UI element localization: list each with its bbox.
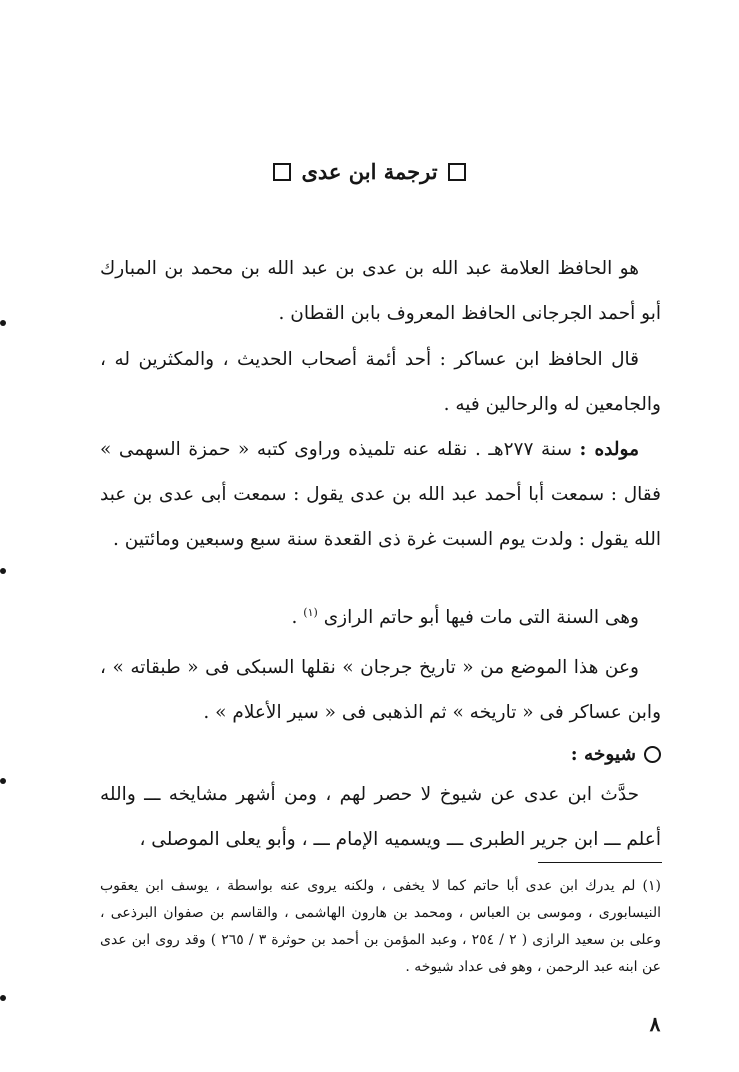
square-ornament-icon xyxy=(273,163,291,181)
paragraph-birth xyxy=(100,427,661,562)
birth-text: سنة ٢٧٧هـ . نقله عنه تلميذه وراوى كتبه « حمزة السهمى » فقال : سمعت أبا أحمد عبد الله بن عدى يقول : سمعت أبى عدى بن عبد الله يقول : ولدت يوم السبت غرة ذى القعدة سنة سبع وسبعين ومائتين . xyxy=(100,439,661,550)
footnote-reference[interactable]: (١) xyxy=(303,606,318,619)
margin-mark xyxy=(0,778,6,784)
birth-label: مولده : xyxy=(579,439,639,460)
footnote-divider xyxy=(538,862,662,863)
circle-bullet-icon xyxy=(644,746,661,763)
margin-mark xyxy=(0,568,6,574)
footnote-1: (١) لم يدرك ابن عدى أبا حاتم كما لا يخفى ، ولكنه يروى عنه بواسطة ، يوسف ابن يعقوب النيسابورى ، وموسى بن العباس ، ومحمد بن هارون الهاشمى ، والقاسم بن صفوان البرذعى ، وعلى بن سعيد الرازى ( ٢ / ٢٥٤ ، وعبد المؤمن بن أحمد بن حوثرة ٣ / ٢٦٥ ) وقد روى ابن عدى عن ابنه عبد الرحمن ، وهو فى عداد شيوخه . xyxy=(100,878,661,975)
margin-mark xyxy=(0,995,6,1001)
paragraph-abu-hatim xyxy=(100,590,661,640)
teachers-heading-text: شيوخه : xyxy=(570,744,636,765)
teachers-heading xyxy=(100,732,661,777)
paragraph-intro: هو الحافظ العلامة عبد الله بن عدى بن عبد الله بن محمد بن المبارك أبو أحمد الجرجانى الحافظ المعروف بابن القطان . xyxy=(100,258,661,324)
abu-hatim-text: وهى السنة التى مات فيها أبو حاتم الرازى xyxy=(323,607,639,629)
square-ornament-icon xyxy=(448,163,466,181)
paragraph-ibn-asakir: قال الحافظ ابن عساكر : أحد أئمة أصحاب الحديث ، والمكثرين له ، والجامعين له والرحالين فيه . xyxy=(100,349,661,415)
page-title xyxy=(0,154,739,190)
paragraph-teachers: حدَّث ابن عدى عن شيوخ لا حصر لهم ، ومن أشهر مشايخه ـــ والله أعلم ـــ ابن جرير الطبرى ـــ ويسميه الإمام ـــ ، وأبو يعلى الموصلى ، xyxy=(100,784,661,850)
abu-hatim-end: . xyxy=(291,607,304,629)
paragraph-sources: وعن هذا الموضع من « تاريخ جرجان » نقلها السبكى فى « طبقاته » ، وابن عساكر فى « تاريخه » ثم الذهبى فى « سير الأعلام » . xyxy=(100,657,661,723)
margin-mark xyxy=(0,320,6,326)
title-text: ترجمة ابن عدى xyxy=(301,159,438,184)
page-number: ٨ xyxy=(649,1012,661,1036)
